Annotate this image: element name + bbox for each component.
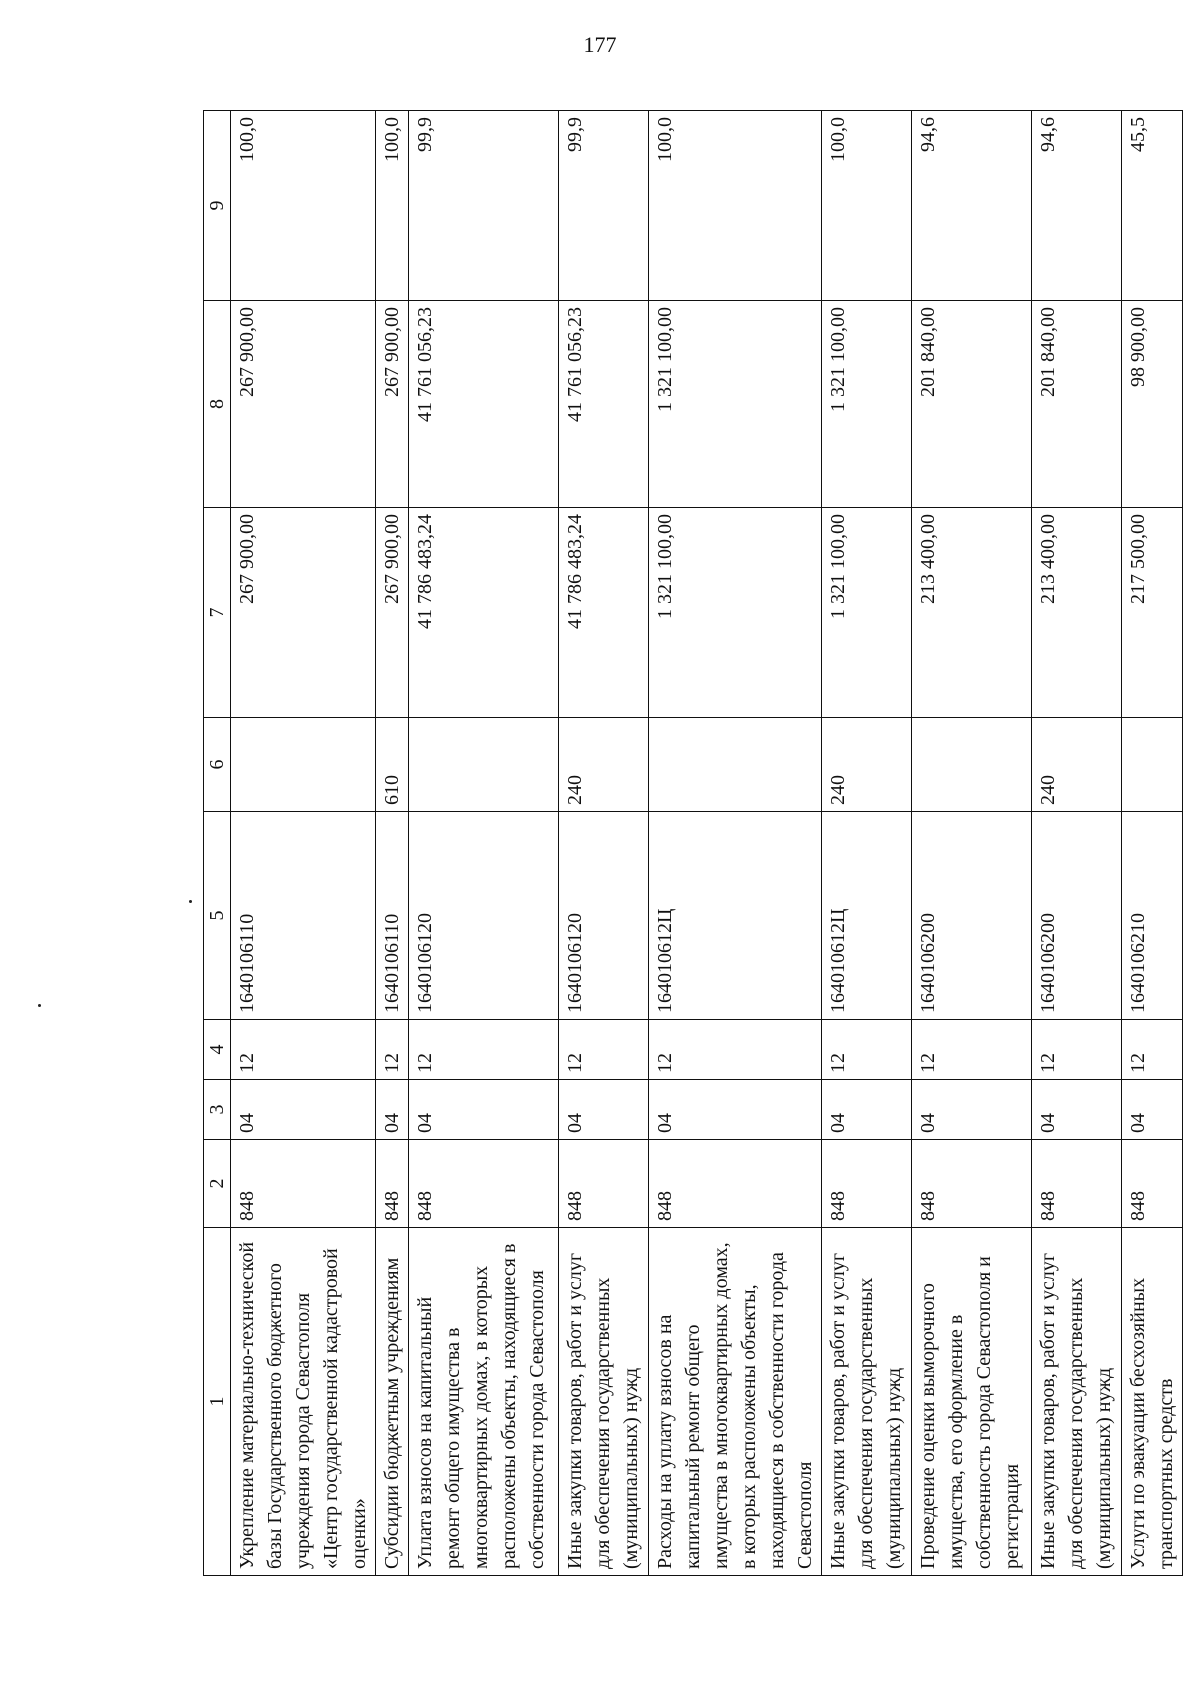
- cell-col7: 1 321 100,00: [649, 508, 822, 718]
- row-description: Иные закупки товаров, работ и услуг для обеспечения государственных (муниципальных) нужд: [822, 1228, 912, 1576]
- column-header: 3: [204, 1080, 231, 1140]
- cell-col9: 45,5: [1122, 111, 1183, 301]
- cell-col7: 213 400,00: [912, 508, 1032, 718]
- row-description: Уплата взносов на капитальный ремонт общего имущества в многоквартирных домах, в которых расположены объекты, находящиеся в собственности города Севастополя: [409, 1228, 559, 1576]
- cell-col7: 213 400,00: [1032, 508, 1122, 718]
- cell-col2: 848: [1032, 1140, 1122, 1228]
- table-row: [409, 111, 559, 1576]
- cell-col9: 100,0: [649, 111, 822, 301]
- cell-col6: [1122, 718, 1183, 812]
- cell-col4: 12: [231, 1020, 376, 1080]
- cell-col5: 1640106110: [376, 812, 409, 1020]
- table-row: [231, 111, 376, 1576]
- cell-col7: 267 900,00: [376, 508, 409, 718]
- column-header: 1: [204, 1228, 231, 1576]
- cell-col8: 41 761 056,23: [559, 301, 649, 508]
- cell-col3: 04: [649, 1080, 822, 1140]
- row-description: Укрепление материально-технической базы Государственного бюджетного учреждения города Севастополя «Центр государственной кадастровой оценки»: [231, 1228, 376, 1576]
- cell-col8: 201 840,00: [1032, 301, 1122, 508]
- cell-col3: 04: [822, 1080, 912, 1140]
- cell-col3: 04: [912, 1080, 1032, 1140]
- row-description: Иные закупки товаров, работ и услуг для обеспечения государственных (муниципальных) нужд: [1032, 1228, 1122, 1576]
- table-row: [822, 111, 912, 1576]
- scan-speck: [38, 1004, 41, 1007]
- cell-col8: 1 321 100,00: [822, 301, 912, 508]
- cell-col5: 1640106210: [1122, 812, 1183, 1020]
- cell-col8: 41 761 056,23: [409, 301, 559, 508]
- row-description: Расходы на уплату взносов на капитальный ремонт общего имущества в многоквартирных домах, в которых расположены объекты, находящиеся в собственности города Севастополя: [649, 1228, 822, 1576]
- table-row: [376, 111, 409, 1576]
- cell-col5: 1640106200: [1032, 812, 1122, 1020]
- cell-col6: [231, 718, 376, 812]
- cell-col2: 848: [559, 1140, 649, 1228]
- budget-table: [203, 110, 1183, 1576]
- cell-col6: 240: [1032, 718, 1122, 812]
- cell-col4: 12: [649, 1020, 822, 1080]
- cell-col6: 240: [822, 718, 912, 812]
- cell-col7: 217 500,00: [1122, 508, 1183, 718]
- cell-col8: 1 321 100,00: [649, 301, 822, 508]
- cell-col5: 1640106200: [912, 812, 1032, 1020]
- cell-col7: 1 321 100,00: [822, 508, 912, 718]
- cell-col5: 1640106120: [559, 812, 649, 1020]
- cell-col4: 12: [376, 1020, 409, 1080]
- table-header-row: [204, 111, 231, 1576]
- cell-col4: 12: [559, 1020, 649, 1080]
- cell-col7: 41 786 483,24: [409, 508, 559, 718]
- cell-col3: 04: [559, 1080, 649, 1140]
- cell-col6: [649, 718, 822, 812]
- rotated-table-wrapper: [203, 111, 1177, 1576]
- row-description: Проведение оценки выморочного имущества, его оформление в собственность города Севастополя и регистрация: [912, 1228, 1032, 1576]
- cell-col5: 164010612Ц: [649, 812, 822, 1020]
- cell-col3: 04: [231, 1080, 376, 1140]
- cell-col3: 04: [1122, 1080, 1183, 1140]
- cell-col8: 267 900,00: [376, 301, 409, 508]
- column-header: 7: [204, 508, 231, 718]
- table-row: [1122, 111, 1183, 1576]
- row-description: Услуги по эвакуации бесхозяйных транспортных средств: [1122, 1228, 1183, 1576]
- cell-col9: 94,6: [1032, 111, 1122, 301]
- cell-col5: 164010612Ц: [822, 812, 912, 1020]
- cell-col8: 267 900,00: [231, 301, 376, 508]
- cell-col7: 267 900,00: [231, 508, 376, 718]
- cell-col2: 848: [912, 1140, 1032, 1228]
- cell-col2: 848: [649, 1140, 822, 1228]
- column-header: 8: [204, 301, 231, 508]
- cell-col3: 04: [376, 1080, 409, 1140]
- cell-col4: 12: [409, 1020, 559, 1080]
- cell-col9: 94,6: [912, 111, 1032, 301]
- column-header: 4: [204, 1020, 231, 1080]
- cell-col8: 201 840,00: [912, 301, 1032, 508]
- row-description: Субсидии бюджетным учреждениям: [376, 1228, 409, 1576]
- column-header: 2: [204, 1140, 231, 1228]
- cell-col9: 99,9: [559, 111, 649, 301]
- column-header: 9: [204, 111, 231, 301]
- cell-col6: [912, 718, 1032, 812]
- table-row: [559, 111, 649, 1576]
- cell-col6: [409, 718, 559, 812]
- column-header: 6: [204, 718, 231, 812]
- page-number: 177: [583, 32, 617, 57]
- scan-speck: [189, 900, 192, 903]
- cell-col5: 1640106120: [409, 812, 559, 1020]
- cell-col2: 848: [231, 1140, 376, 1228]
- cell-col4: 12: [1032, 1020, 1122, 1080]
- cell-col6: 610: [376, 718, 409, 812]
- column-header: 5: [204, 812, 231, 1020]
- cell-col2: 848: [822, 1140, 912, 1228]
- cell-col9: 99,9: [409, 111, 559, 301]
- cell-col9: 100,0: [231, 111, 376, 301]
- table-row: [1032, 111, 1122, 1576]
- cell-col8: 98 900,00: [1122, 301, 1183, 508]
- row-description: Иные закупки товаров, работ и услуг для обеспечения государственных (муниципальных) нужд: [559, 1228, 649, 1576]
- cell-col9: 100,0: [822, 111, 912, 301]
- cell-col4: 12: [822, 1020, 912, 1080]
- cell-col2: 848: [1122, 1140, 1183, 1228]
- cell-col4: 12: [912, 1020, 1032, 1080]
- cell-col7: 41 786 483,24: [559, 508, 649, 718]
- cell-col6: 240: [559, 718, 649, 812]
- table-row: [912, 111, 1032, 1576]
- cell-col9: 100,0: [376, 111, 409, 301]
- cell-col2: 848: [409, 1140, 559, 1228]
- table-row: [649, 111, 822, 1576]
- cell-col3: 04: [409, 1080, 559, 1140]
- cell-col3: 04: [1032, 1080, 1122, 1140]
- cell-col4: 12: [1122, 1020, 1183, 1080]
- cell-col2: 848: [376, 1140, 409, 1228]
- cell-col5: 1640106110: [231, 812, 376, 1020]
